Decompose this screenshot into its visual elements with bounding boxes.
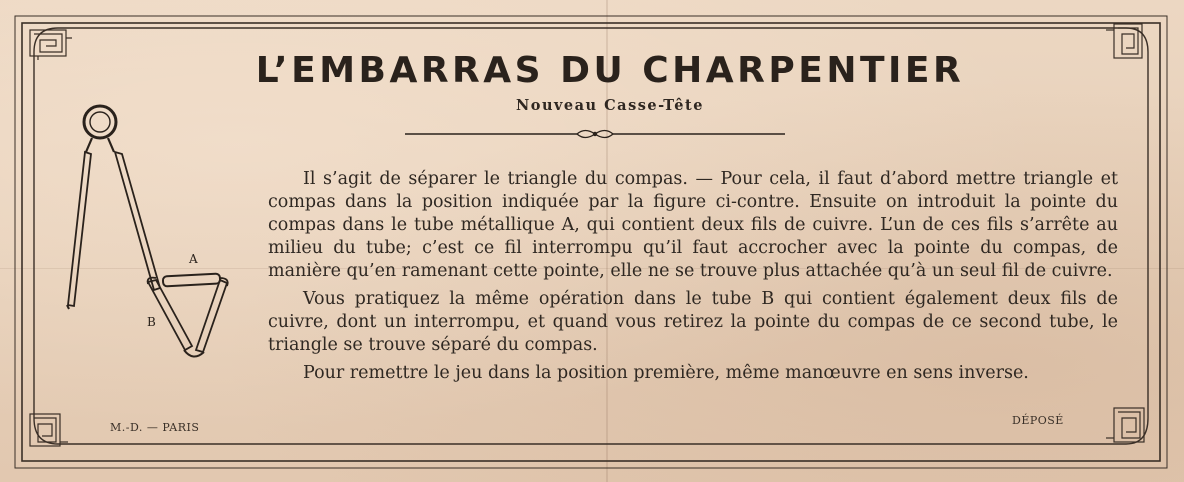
corner-ornament-bottom-right [1106,408,1144,442]
decorative-rule [405,126,785,142]
figure-label-a: A [189,252,198,266]
publisher-mark: M.-D. — PARIS [110,421,200,434]
registered-mark: DÉPOSÉ [1012,414,1064,427]
paragraph-2: Vous pratiquez la même opération dans le tube B qui contient également deux fils de cuivre, dont un interrompu, et quand vous retirez la pointe du compas de ce second tube, le triangle se trouve séparé du compas. [268,289,1118,355]
paragraph-3: Pour remettre le jeu dans la position première, même manœuvre en sens inverse. [303,363,1029,383]
compass-triangle-illustration [50,100,240,370]
instructions-text [268,168,1118,385]
corner-ornament-top-left [30,30,72,60]
document-subtitle: Nouveau Casse-Tête [516,97,704,114]
document-title: L’EMBARRAS DU CHARPENTIER [255,50,965,91]
figure-label-b: B [147,315,156,329]
paragraph-1: Il s’agit de séparer le triangle du compas. — Pour cela, il faut d’abord mettre triangle et compas dans la position indiquée par la figure ci-contre. Ensuite on introduit la pointe du compas dans le tube métallique A, qui contient deux fils de cuivre. L’un de ces fils s’arrête au milieu du tube; c’est ce fil interrompu qu’il faut accrocher avec la pointe du compas, de manière qu’en ramenant cette pointe, elle ne se trouve plus attachée qu’à un seul fil de cuivre. [268,169,1118,281]
